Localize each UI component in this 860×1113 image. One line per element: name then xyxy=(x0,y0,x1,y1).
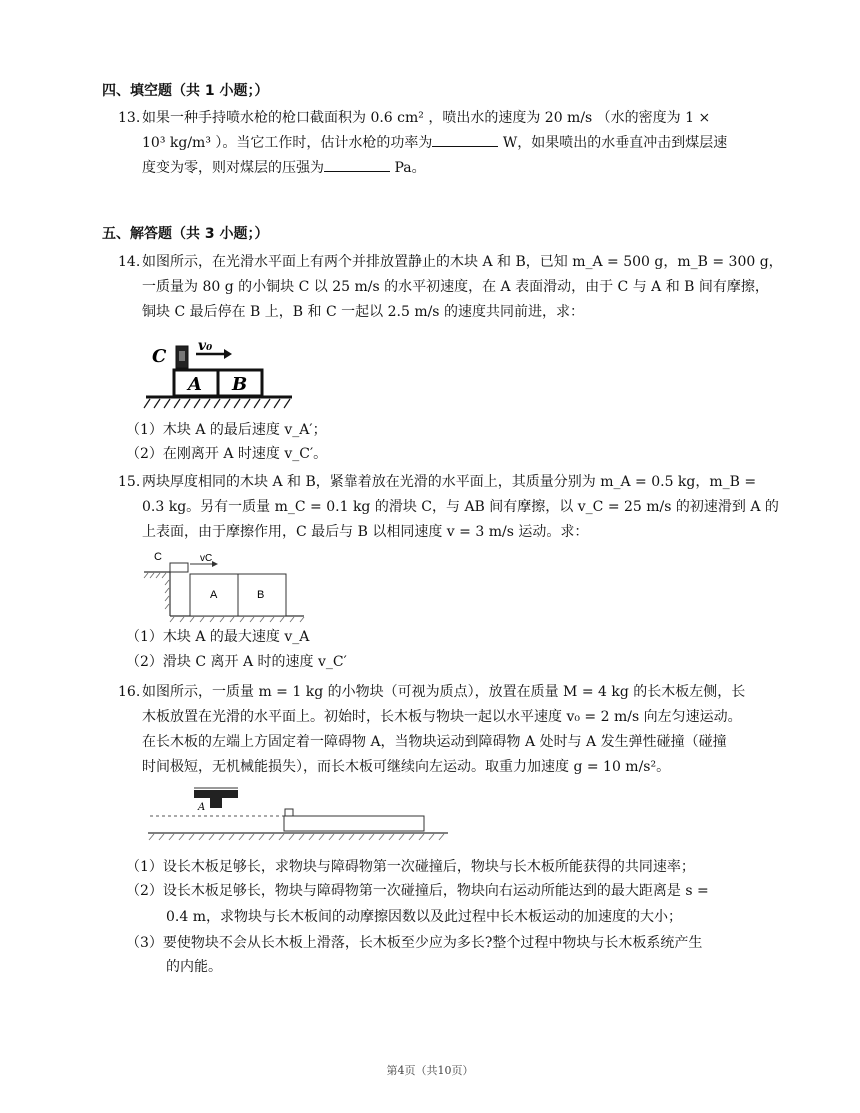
q16-sub1: （1）设长木板足够长，求物块与障碍物第一次碰撞后，物块与长木板所能获得的共同速率； xyxy=(126,859,695,875)
figure-label-c: C xyxy=(152,346,167,367)
section-title-fill-in: 四、填空题（共 1 小题；） xyxy=(102,83,269,99)
question-text-line: 如图所示，在光滑水平面上有两个并排放置静止的木块 A 和 B，已知 m_A = 500 g，m_B = 300 g， xyxy=(142,254,783,270)
figure-label-b: B xyxy=(232,374,248,395)
question-13 xyxy=(118,106,766,181)
question-text-line xyxy=(118,131,766,156)
question-14 xyxy=(118,250,783,325)
q16-sub2 xyxy=(126,880,709,902)
question-text-line xyxy=(118,156,766,181)
answer-blank-pressure[interactable] xyxy=(324,157,390,172)
figure-label-b: B xyxy=(257,589,265,601)
text-segment: 10³ kg/m³ ）。当它工作时，估计水枪的功率为 xyxy=(142,135,433,151)
question-number: 14. xyxy=(118,254,141,270)
question-number: 13. xyxy=(118,110,141,126)
question-text-line: 两块厚度相同的木块 A 和 B，紧靠着放在光滑的水平面上，其质量分别为 m_A = 0.5 kg，m_B = xyxy=(142,474,757,490)
question-15 xyxy=(118,470,779,545)
figure-q15 xyxy=(144,548,314,620)
q14-sub2: （2）在刚离开 A 时速度 v_C′。 xyxy=(126,446,328,462)
question-text-line: 上表面，由于摩擦作用，C 最后与 B 以相同速度 v = 3 m/s 运动。求： xyxy=(142,524,589,540)
figure-label-c: C xyxy=(154,551,162,563)
q14-sub1: （1）木块 A 的最后速度 v_A′； xyxy=(126,422,327,438)
page-footer: 第4页（共10页） xyxy=(386,1064,474,1077)
answer-blank-power[interactable] xyxy=(432,132,498,147)
q15-sub2: （2）滑块 C 离开 A 时的速度 v_C′ xyxy=(126,654,347,670)
q16-sub3-cont: 的内能。 xyxy=(166,959,222,975)
question-16 xyxy=(118,680,766,780)
question-text-line: 如图所示，一质量 m = 1 kg 的小物块（可视为质点），放置在质量 M = 4 kg 的长木板左侧，长 xyxy=(142,684,746,700)
q16-sub2-cont: 0.4 m，求物块与长木板间的动摩擦因数以及此过程中长木板运动的加速度的大小； xyxy=(166,909,682,925)
q16-sub3: （3）要使物块不会从长木板上滑落，长木板至少应为多长?整个过程中物块与长木板系统产生 xyxy=(126,935,703,951)
question-text-line: 铜块 C 最后停在 B 上，B 和 C 一起以 2.5 m/s 的速度共同前进，求： xyxy=(142,304,584,320)
figure-label-v0: v₀ xyxy=(198,338,213,354)
q15-sub1: （1）木块 A 的最大速度 v_A xyxy=(126,629,310,645)
question-text-line: 时间极短，无机械能损失），而长木板可继续向左运动。取重力加速度 g = 10 m/s²。 xyxy=(142,759,671,775)
question-text-line: 在长木板的左端上方固定着一障碍物 A，当物块运动到障碍物 A 处时与 A 发生弹性碰撞（碰撞 xyxy=(142,734,727,750)
text-segment: 度变为零，则对煤层的压强为 xyxy=(142,160,324,176)
question-text-line: 如果一种手持喷水枪的枪口截面积为 0.6 cm² ，喷出水的速度为 20 m/s （水的密度为 1 × xyxy=(142,110,711,126)
q16-sub2-line1: （2）设长木板足够长，物块与障碍物第一次碰撞后，物块向右运动所能达到的最大距离是 s = xyxy=(126,883,709,899)
question-number: 15. xyxy=(118,474,141,490)
figure-label-a: A xyxy=(198,802,206,813)
question-text-line: 木板放置在光滑的水平面上。初始时，长木板与物块一起以水平速度 v₀ = 2 m/s 向左匀速运动。 xyxy=(142,709,742,725)
figure-label-vc: vC xyxy=(200,553,213,564)
question-number: 16. xyxy=(118,684,141,700)
question-text-line: 一质量为 80 g 的小铜块 C 以 25 m/s 的水平初速度，在 A 表面滑动，由于 C 与 A 和 B 间有摩擦， xyxy=(142,279,769,295)
figure-label-a: A xyxy=(188,374,202,395)
text-segment: Pa。 xyxy=(390,160,426,176)
figure-q16 xyxy=(144,786,454,846)
section-title-answer: 五、解答题（共 3 小题；） xyxy=(102,226,269,242)
figure-label-a: A xyxy=(210,589,218,601)
figure-q14 xyxy=(146,340,296,410)
question-text-line: 0.3 kg。另有一质量 m_C = 0.1 kg 的滑块 C，与 AB 间有摩擦，以 v_C = 25 m/s 的初速滑到 A 的 xyxy=(142,499,779,515)
text-segment: W，如果喷出的水垂直冲击到煤层速 xyxy=(498,135,728,151)
